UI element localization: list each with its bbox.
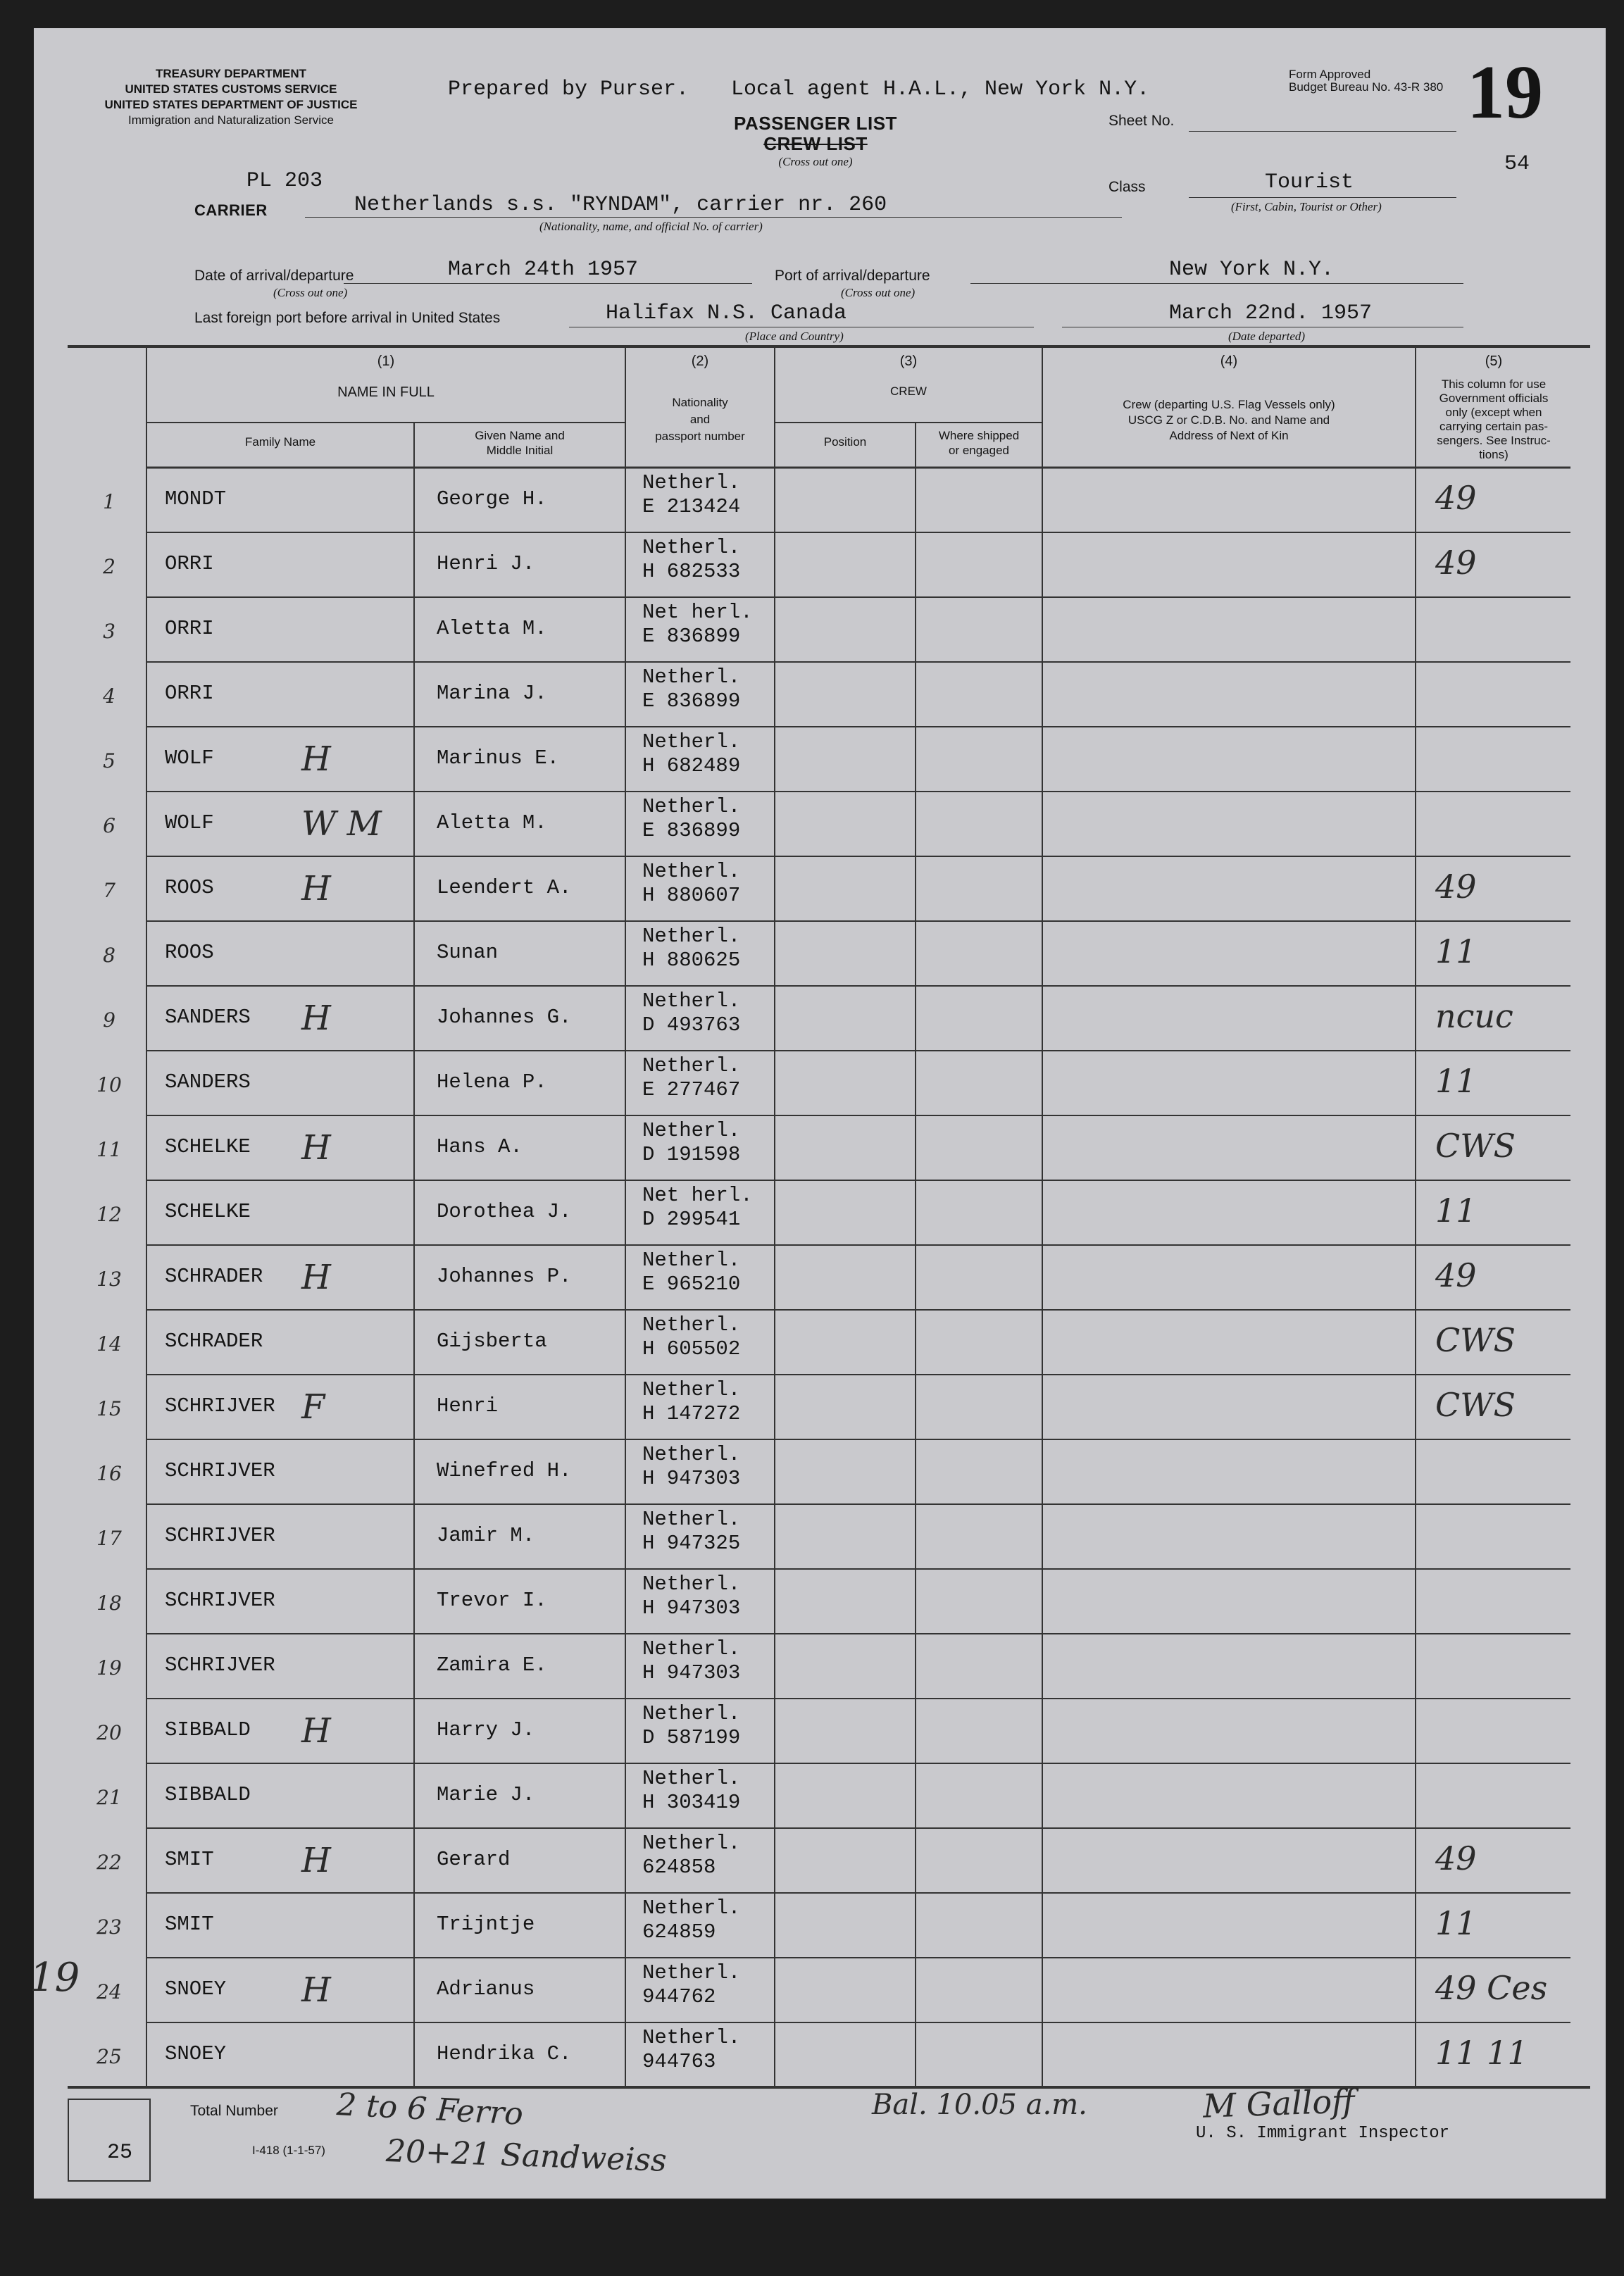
given-header-line-2: Middle Initial [486, 444, 554, 457]
passport-number: 944763 [642, 2050, 716, 2073]
given-name: Gijsberta [437, 1330, 547, 1353]
row-number: 5 [103, 749, 115, 773]
nationality: Netherl. [642, 1961, 741, 1984]
table-row [34, 662, 1606, 727]
row-number: 8 [103, 944, 115, 967]
shipped-header [916, 428, 1042, 458]
given-name: Johannes P. [437, 1265, 572, 1288]
family-name: ROOS [165, 941, 214, 964]
agency-line-2: UNITED STATES CUSTOMS SERVICE [125, 82, 337, 96]
given-name: Henri [437, 1394, 499, 1418]
table-row [34, 1115, 1606, 1180]
nationality: Netherl. [642, 1832, 741, 1855]
nationality: Netherl. [642, 1896, 741, 1920]
family-name: MONDT [165, 487, 227, 511]
official-note: CWS [1435, 1321, 1516, 1359]
nationality: Netherl. [642, 536, 741, 559]
col4-title [1042, 397, 1416, 444]
official-note: 11 [1435, 1904, 1477, 1942]
nationality: Netherl. [642, 1702, 741, 1725]
class-hint: (First, Cabin, Tourist or Other) [1231, 200, 1382, 213]
family-name: SANDERS [165, 1070, 251, 1094]
cross-out-hint: (Cross out one) [778, 155, 853, 168]
hand-note-time: Bal. 10.05 a.m. [872, 2089, 1087, 2121]
given-header-line-1: Given Name and [475, 429, 565, 442]
given-name: George H. [437, 487, 547, 511]
row-number: 17 [96, 1527, 122, 1550]
nationality: Netherl. [642, 1508, 741, 1531]
official-note: CWS [1435, 1386, 1516, 1424]
class-value: Tourist [1265, 170, 1354, 194]
family-name: ORRI [165, 552, 214, 575]
given-name: Marinus E. [437, 746, 560, 770]
nationality: Netherl. [642, 2026, 741, 2049]
table-row [34, 921, 1606, 986]
col5-title-line-1: This column for use [1441, 377, 1547, 391]
row-number: 18 [96, 1592, 122, 1615]
passport-number: H 880607 [642, 884, 741, 907]
table-row [34, 1310, 1606, 1375]
official-note: 49 [1435, 1839, 1477, 1877]
official-note: CWS [1435, 1127, 1516, 1165]
table-row [34, 1504, 1606, 1569]
departed-value: March 22nd. 1957 [1169, 301, 1373, 325]
hand-mark: H [301, 1128, 331, 1168]
col5-number: (5) [1485, 354, 1503, 369]
row-number: 16 [96, 1462, 122, 1485]
col1-title: NAME IN FULL [337, 384, 435, 400]
row-number: 14 [96, 1332, 122, 1356]
family-name: SCHRIJVER [165, 1653, 275, 1677]
family-name: SNOEY [165, 1977, 227, 2001]
given-name: Jamir M. [437, 1524, 535, 1547]
official-note: 11 11 [1435, 2034, 1528, 2072]
nationality: Netherl. [642, 989, 741, 1013]
family-name: SMIT [165, 1913, 214, 1936]
nationality: Netherl. [642, 1443, 741, 1466]
hand-mark: H [301, 1711, 331, 1751]
table-row [34, 1958, 1606, 2022]
given-name: Gerard [437, 1848, 511, 1871]
family-name: SCHRADER [165, 1330, 263, 1353]
given-name: Adrianus [437, 1977, 535, 2001]
hand-note-ferro: 2 to 6 Ferro [335, 2087, 524, 2132]
list-title-alt: CREW LIST [763, 133, 868, 154]
col2-title-line-3: passport number [655, 430, 745, 443]
given-name: Aletta M. [437, 811, 547, 834]
official-note: 11 [1435, 1062, 1477, 1100]
table-row [34, 1699, 1606, 1763]
agency-line-3: UNITED STATES DEPARTMENT OF JUSTICE [104, 98, 358, 111]
total-label: Total Number [190, 2103, 278, 2119]
date-cross-hint: (Cross out one) [273, 286, 348, 299]
given-name: Johannes G. [437, 1006, 572, 1029]
passport-number: E 836899 [642, 819, 741, 842]
table-row [34, 1569, 1606, 1634]
row-number: 6 [103, 814, 115, 837]
official-note: ncuc [1435, 997, 1513, 1035]
passport-number: D 587199 [642, 1726, 741, 1749]
table-row [34, 1051, 1606, 1115]
table-row [34, 986, 1606, 1051]
official-note: 49 [1435, 868, 1477, 906]
manifest-sheet [30, 28, 1606, 2199]
passport-number: H 947303 [642, 1661, 741, 1684]
sheet-no-value: 54 [1504, 152, 1530, 176]
carrier-value: Netherlands s.s. "RYNDAM", carrier nr. 260 [354, 193, 887, 217]
passport-number: H 303419 [642, 1791, 741, 1814]
position-header: Position [823, 435, 867, 449]
nationality: Netherl. [642, 471, 741, 494]
official-note: 49 [1435, 1256, 1477, 1294]
nationality: Netherl. [642, 1572, 741, 1596]
row-number: 7 [103, 879, 115, 902]
nationality: Netherl. [642, 925, 741, 948]
row-number: 23 [96, 1915, 122, 1939]
family-name-header: Family Name [244, 435, 316, 449]
family-name: SIBBALD [165, 1718, 251, 1742]
col4-title-line-2: USCG Z or C.D.B. No. and Name and [1128, 413, 1330, 427]
col3-number: (3) [899, 354, 918, 369]
nationality: Net herl. [642, 601, 753, 624]
class-label: Class [1108, 179, 1146, 195]
row-number: 22 [96, 1851, 122, 1874]
date-value: March 24th 1957 [448, 258, 639, 282]
table-row [34, 1763, 1606, 1828]
nationality: Netherl. [642, 860, 741, 883]
sheet-no-label: Sheet No. [1108, 113, 1175, 129]
hand-mark: H [301, 739, 331, 779]
row-number: 21 [96, 1786, 122, 1809]
passport-number: H 880625 [642, 949, 741, 972]
passport-number: E 213424 [642, 495, 741, 518]
given-name: Sunan [437, 941, 499, 964]
nationality: Netherl. [642, 730, 741, 754]
family-name: SMIT [165, 1848, 214, 1871]
row-number: 10 [96, 1073, 122, 1096]
passport-number: E 836899 [642, 625, 741, 648]
col2-title-line-2: and [689, 413, 711, 426]
col5-title-line-3: only (except when [1445, 406, 1542, 419]
port-cross-hint: (Cross out one) [841, 286, 916, 299]
inspector-signature: M Galloff [1202, 2082, 1356, 2125]
nationality: Netherl. [642, 1119, 741, 1142]
hand-mark: F [301, 1387, 325, 1427]
family-name: ORRI [165, 682, 214, 705]
hand-mark: H [301, 1258, 331, 1297]
passport-number: H 682489 [642, 754, 741, 777]
given-name: Henri J. [437, 552, 535, 575]
port-label: Port of arrival/departure [775, 268, 930, 284]
passport-number: E 277467 [642, 1078, 741, 1101]
col2-number: (2) [691, 354, 709, 369]
passport-number: 944762 [642, 1985, 716, 2008]
nationality: Netherl. [642, 1313, 741, 1337]
col3-title: CREW [890, 384, 927, 398]
family-name: ROOS [165, 876, 214, 899]
passport-number: D 493763 [642, 1013, 741, 1037]
given-name: Winefred H. [437, 1459, 572, 1482]
given-name: Marie J. [437, 1783, 535, 1806]
hand-mark: H [301, 1841, 331, 1880]
col5-title-line-6: tions) [1479, 448, 1509, 461]
shipped-header-line-1: Where shipped [938, 429, 1020, 442]
nationality: Netherl. [642, 1378, 741, 1401]
table-row [34, 856, 1606, 921]
passport-number: E 965210 [642, 1273, 741, 1296]
nationality: Netherl. [642, 1767, 741, 1790]
row-number: 12 [96, 1203, 122, 1226]
total-box [68, 2099, 151, 2182]
given-name: Trevor I. [437, 1589, 547, 1612]
table-row [34, 792, 1606, 856]
given-name: Dorothea J. [437, 1200, 572, 1223]
col5-title-line-2: Government officials [1439, 392, 1549, 405]
family-name: SCHRADER [165, 1265, 263, 1288]
col2-title-line-1: Nationality [672, 396, 728, 409]
departed-hint: (Date departed) [1228, 330, 1306, 343]
given-name: Marina J. [437, 682, 547, 705]
family-name: SCHRIJVER [165, 1589, 275, 1612]
nationality: Netherl. [642, 1249, 741, 1272]
total-value: 25 [107, 2141, 133, 2165]
passport-number: H 147272 [642, 1402, 741, 1425]
agency-line-4: Immigration and Naturalization Service [128, 113, 334, 127]
table-row [34, 1893, 1606, 1958]
hand-mark: W M [301, 804, 382, 844]
table-row [34, 1375, 1606, 1439]
last-port-value: Halifax N.S. Canada [606, 301, 847, 325]
passport-number: H 682533 [642, 560, 741, 583]
prepared-by: Prepared by Purser. [448, 77, 689, 101]
nationality: Netherl. [642, 1637, 741, 1661]
carrier-label: CARRIER [194, 201, 268, 219]
table-row [34, 468, 1606, 532]
agency-line-1: TREASURY DEPARTMENT [155, 67, 307, 80]
table-row [34, 727, 1606, 792]
budget-bureau: Budget Bureau No. 43-R 380 [1289, 80, 1444, 94]
given-name: Hans A. [437, 1135, 523, 1158]
family-name: SANDERS [165, 1006, 251, 1029]
passport-number: H 947325 [642, 1532, 741, 1555]
official-note: 11 [1435, 932, 1477, 970]
hand-note-sandweiss: 20+21 Sandweiss [385, 2133, 668, 2179]
table-row [34, 1439, 1606, 1504]
passport-number: 624859 [642, 1920, 716, 1944]
last-port-label: Last foreign port before arrival in United States [194, 310, 501, 326]
official-note: 49 [1435, 479, 1477, 517]
family-name: WOLF [165, 746, 214, 770]
col2-title [625, 394, 775, 445]
row-number: 20 [96, 1721, 122, 1744]
family-name: SIBBALD [165, 1783, 251, 1806]
official-note: 49 [1435, 544, 1477, 582]
given-name: Leendert A. [437, 876, 572, 899]
given-name: Aletta M. [437, 617, 547, 640]
table-row [34, 1634, 1606, 1699]
date-label: Date of arrival/departure [194, 268, 354, 284]
passport-number: H 947303 [642, 1467, 741, 1490]
table-row [34, 1245, 1606, 1310]
passport-number: D 191598 [642, 1143, 741, 1166]
family-name: SNOEY [165, 2042, 227, 2065]
official-note: 11 [1435, 1192, 1477, 1230]
official-note: 49 Ces [1435, 1969, 1548, 2007]
hand-mark: H [301, 869, 331, 908]
carrier-hint: (Nationality, name, and official No. of carrier) [539, 220, 763, 233]
row-number: 24 [96, 1980, 122, 2003]
margin-note: 19 [30, 1955, 80, 2001]
nationality: Netherl. [642, 795, 741, 818]
given-name: Hendrika C. [437, 2042, 572, 2065]
given-name: Helena P. [437, 1070, 547, 1094]
row-number: 3 [103, 620, 115, 643]
passport-number: H 947303 [642, 1596, 741, 1620]
sheet-big-number: 19 [1467, 51, 1543, 135]
nationality: Netherl. [642, 1054, 741, 1077]
hand-mark: H [301, 999, 331, 1038]
row-number: 11 [96, 1138, 122, 1161]
row-number: 4 [103, 684, 115, 708]
col4-title-line-1: Crew (departing U.S. Flag Vessels only) [1123, 398, 1335, 411]
col1-number: (1) [377, 354, 395, 369]
family-name: SCHRIJVER [165, 1524, 275, 1547]
hand-mark: H [301, 1970, 331, 2010]
given-name: Harry J. [437, 1718, 535, 1742]
row-number: 25 [96, 2045, 122, 2068]
passport-number: E 836899 [642, 689, 741, 713]
table-row [34, 597, 1606, 662]
shipped-header-line-2: or engaged [948, 444, 1010, 457]
table-row [34, 1828, 1606, 1893]
table-row [34, 1180, 1606, 1245]
col5-title-line-5: sengers. See Instruc- [1437, 434, 1551, 447]
family-name: SCHRIJVER [165, 1459, 275, 1482]
family-name: SCHELKE [165, 1200, 251, 1223]
given-name-header [414, 428, 625, 458]
row-number: 19 [96, 1656, 122, 1680]
given-name: Zamira E. [437, 1653, 547, 1677]
row-number: 9 [103, 1008, 115, 1032]
row-number: 13 [96, 1268, 122, 1291]
nationality: Net herl. [642, 1184, 753, 1207]
family-name: ORRI [165, 617, 214, 640]
col4-number: (4) [1220, 354, 1238, 369]
pl-number: PL 203 [246, 169, 323, 193]
nationality: Netherl. [642, 665, 741, 689]
row-number: 15 [96, 1397, 122, 1420]
col5-title-line-4: carrying certain pas- [1439, 420, 1548, 433]
given-name: Trijntje [437, 1913, 535, 1936]
last-port-hint: (Place and Country) [745, 330, 844, 343]
family-name: SCHRIJVER [165, 1394, 275, 1418]
passport-number: D 299541 [642, 1208, 741, 1231]
port-value: New York N.Y. [1169, 258, 1335, 282]
col5-title [1416, 377, 1572, 462]
inspector-label: U. S. Immigrant Inspector [1196, 2124, 1450, 2143]
family-name: WOLF [165, 811, 214, 834]
table-row [34, 2022, 1606, 2087]
form-approved: Form Approved [1289, 68, 1371, 81]
row-number: 2 [103, 555, 115, 578]
form-number: I-418 (1-1-57) [252, 2144, 325, 2157]
table-row [34, 532, 1606, 597]
col4-title-line-3: Address of Next of Kin [1169, 429, 1289, 442]
passport-number: 624858 [642, 1856, 716, 1879]
row-number: 1 [103, 490, 115, 513]
local-agent: Local agent H.A.L., New York N.Y. [731, 77, 1150, 101]
list-title: PASSENGER LIST [734, 113, 897, 134]
family-name: SCHELKE [165, 1135, 251, 1158]
passport-number: H 605502 [642, 1337, 741, 1361]
